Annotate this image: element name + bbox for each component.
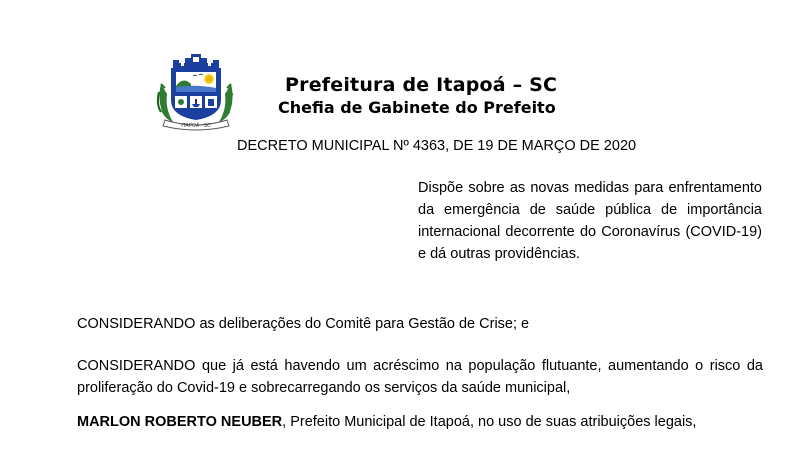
page-title: Prefeitura de Itapoá – SC: [285, 74, 558, 96]
considerando-paragraph-2: CONSIDERANDO que já está havendo um acréscimo na população flutuante, aumentando o risco da proliferação do Covid-19 e sobrecarregando os serviços da saúde municipal,: [77, 358, 763, 396]
mayor-name: MARLON ROBERTO NEUBER: [77, 414, 283, 430]
page-subtitle: Chefia de Gabinete do Prefeito: [278, 98, 556, 117]
decree-title: DECRETO MUNICIPAL Nº 4363, DE 19 DE MARÇO DE 2020: [237, 138, 637, 154]
mayor-paragraph: [77, 411, 763, 433]
mayor-paragraph-text: , Prefeito Municipal de Itapoá, no uso de suas atribuições legais,: [282, 414, 697, 430]
decree-ementa: Dispõe sobre as novas medidas para enfrentamento da emergência de saúde pública de importância internacional decorrente do Coronavírus (COVID-19) e dá outras providências.: [418, 180, 762, 262]
svg-text:ITAPOÁ · SC: ITAPOÁ · SC: [181, 123, 211, 129]
coat-of-arms-icon: [155, 54, 237, 132]
considerando-paragraph-1: CONSIDERANDO as deliberações do Comitê para Gestão de Crise; e: [77, 316, 530, 332]
